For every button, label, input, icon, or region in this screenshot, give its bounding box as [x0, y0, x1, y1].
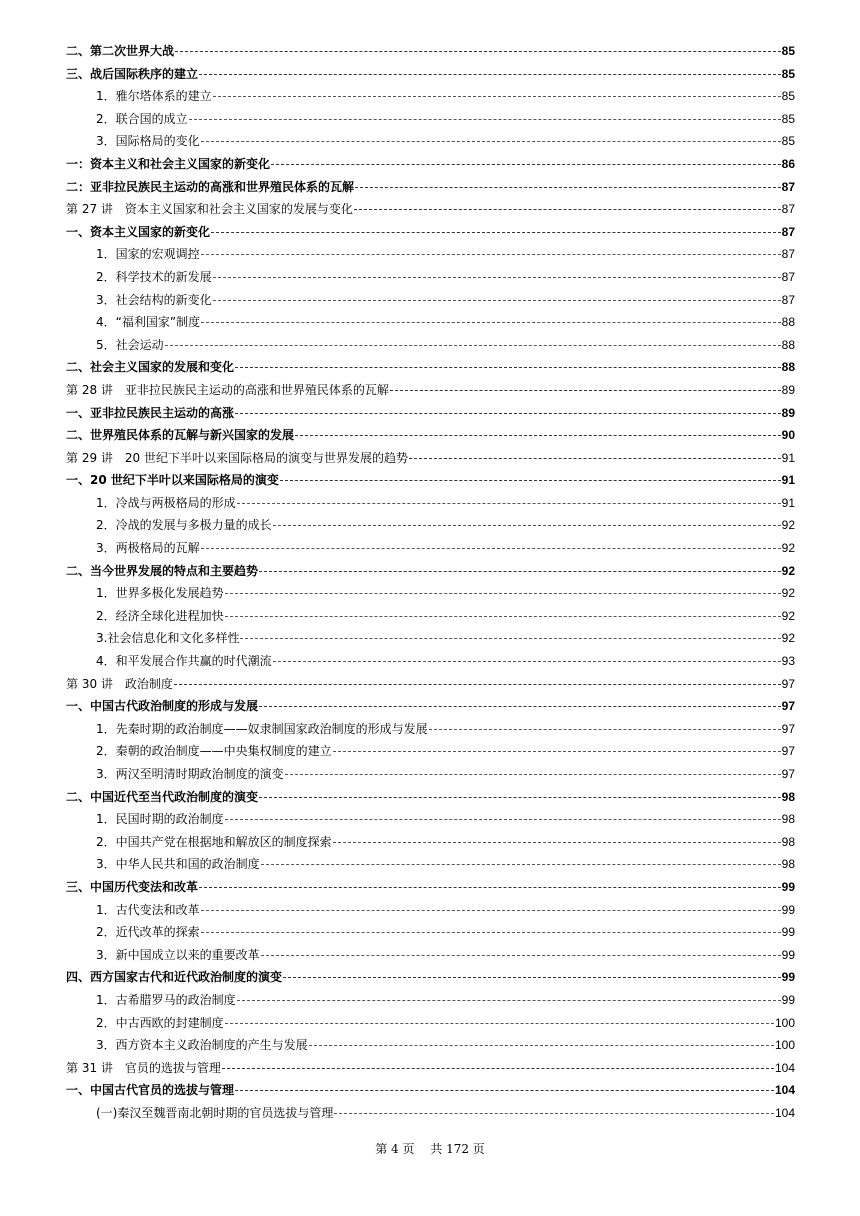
toc-page-number: 91 [781, 495, 795, 510]
dot-leader [334, 1113, 774, 1114]
toc-entry[interactable] [66, 899, 795, 922]
dot-leader [259, 706, 781, 707]
dot-leader [199, 887, 781, 888]
toc-entry-title: 3．西方资本主义政治制度的产生与发展 [96, 1038, 308, 1053]
toc-entry[interactable] [66, 266, 795, 289]
toc-entry-title: 4．和平发展合作共赢的时代潮流 [96, 654, 272, 669]
toc-entry[interactable] [66, 1079, 795, 1102]
toc-entry-title: 一：资本主义和社会主义国家的新变化 [66, 156, 271, 171]
toc-entry[interactable] [66, 560, 795, 583]
dot-leader [201, 141, 781, 142]
toc-entry[interactable] [66, 1012, 795, 1035]
toc-entry-title: 2．秦朝的政治制度——中央集权制度的建立 [96, 744, 332, 759]
toc-page-number: 100 [774, 1038, 795, 1053]
dot-leader [283, 977, 781, 978]
toc-entry[interactable] [66, 40, 795, 63]
toc-entry[interactable] [66, 786, 795, 809]
toc-entry-title: 一、20 世纪下半叶以来国际格局的演变 [66, 473, 279, 488]
toc-page-number: 97 [781, 721, 795, 736]
toc-entry[interactable] [66, 153, 795, 176]
toc-entry-title: 二、世界殖民体系的瓦解与新兴国家的发展 [66, 428, 295, 443]
dot-leader [333, 751, 781, 752]
toc-entry[interactable] [66, 1034, 795, 1057]
toc-entry-title: 2．联合国的成立 [96, 111, 188, 126]
toc-entry[interactable] [66, 402, 795, 425]
toc-page-number: 99 [781, 947, 795, 962]
toc-page-number: 104 [774, 1060, 795, 1075]
toc-entry-title: 1．先秦时期的政治制度——奴隶制国家政治制度的形成与发展 [96, 721, 428, 736]
dot-leader [201, 932, 781, 933]
toc-entry[interactable] [66, 221, 795, 244]
toc-entry[interactable] [66, 650, 795, 673]
toc-entry-title: 一、中国古代官员的选拔与管理 [66, 1083, 235, 1098]
toc-entry-title: 1．国家的宏观调控 [96, 247, 200, 262]
toc-entry-title: 2．近代改革的探索 [96, 925, 200, 940]
toc-entry-title: 1．雅尔塔体系的建立 [96, 89, 212, 104]
toc-entry-title: 三、战后国际秩序的建立 [66, 66, 199, 81]
dot-leader [213, 96, 781, 97]
toc-page-number: 100 [774, 1015, 795, 1030]
toc-entry-title: 2．科学技术的新发展 [96, 269, 212, 284]
dot-leader [355, 187, 781, 188]
dot-leader [225, 593, 781, 594]
dot-leader [201, 322, 781, 323]
dot-leader [259, 797, 781, 798]
dot-leader [213, 277, 781, 278]
toc-entry[interactable] [66, 763, 795, 786]
toc-entry[interactable] [66, 582, 795, 605]
toc-entry[interactable] [66, 85, 795, 108]
toc-entry[interactable] [66, 673, 795, 696]
toc-entry[interactable] [66, 718, 795, 741]
toc-page-number: 104 [774, 1083, 795, 1098]
toc-entry-title: 4．“福利国家”制度 [96, 315, 201, 330]
dot-leader [240, 638, 780, 639]
toc-entry[interactable] [66, 695, 795, 718]
toc-entry[interactable] [66, 831, 795, 854]
toc-page-number: 92 [781, 541, 795, 556]
toc-page-number: 88 [781, 315, 795, 330]
dot-leader [237, 1000, 781, 1001]
toc-page-number: 99 [781, 902, 795, 917]
toc-page-number: 88 [781, 360, 795, 375]
dot-leader [409, 458, 781, 459]
toc-page-number: 87 [781, 202, 795, 217]
toc-entry-title: 1．世界多极化发展趋势 [96, 586, 224, 601]
toc-entry[interactable] [66, 1057, 795, 1080]
toc-entry-title: 二、中国近代至当代政治制度的演变 [66, 789, 259, 804]
dot-leader [189, 119, 781, 120]
toc-page-number: 85 [781, 111, 795, 126]
toc-entry-title: 第 31 讲 官员的选拔与管理 [66, 1060, 221, 1075]
toc-entry[interactable] [66, 469, 795, 492]
dot-leader [235, 1090, 774, 1091]
dot-leader [295, 435, 781, 436]
dot-leader [390, 390, 781, 391]
toc-entry[interactable] [66, 853, 795, 876]
toc-page-number: 97 [781, 767, 795, 781]
dot-leader [225, 1023, 774, 1024]
toc-page-number: 92 [781, 631, 795, 646]
toc-entry[interactable] [66, 108, 795, 131]
page-footer: 第 4 页 共 172 页 [375, 1142, 485, 1156]
toc-entry-title: 三、中国历代变法和改革 [66, 879, 199, 894]
toc-entry[interactable] [66, 537, 795, 560]
toc-entry-title: 5．社会运动 [96, 337, 164, 352]
toc-page-number: 98 [781, 834, 795, 849]
dot-leader [201, 910, 781, 911]
dot-leader [259, 571, 781, 572]
dot-leader [225, 819, 781, 820]
toc-entry[interactable] [66, 356, 795, 379]
toc-page-number: 99 [781, 925, 795, 940]
toc-entry-title: 3．两极格局的瓦解 [96, 541, 200, 556]
toc-page-number: 90 [781, 428, 795, 443]
dot-leader [273, 525, 781, 526]
toc-entry[interactable] [66, 808, 795, 831]
toc-entry-title: 一、中国古代政治制度的形成与发展 [66, 699, 259, 714]
dot-leader [199, 74, 781, 75]
toc-page-number: 87 [781, 179, 795, 194]
dot-leader [237, 503, 781, 504]
toc-entry-title: 四、西方国家古代和近代政治制度的演变 [66, 970, 283, 985]
toc-page-number: 89 [781, 405, 795, 420]
toc-page-number: 92 [781, 518, 795, 533]
toc-page-number: 92 [781, 608, 795, 623]
toc-entry[interactable] [66, 1102, 795, 1125]
toc-entry-title: 二、社会主义国家的发展和变化 [66, 360, 235, 375]
dot-leader [201, 254, 781, 255]
dot-leader [354, 209, 781, 210]
toc-entry[interactable] [66, 627, 795, 650]
toc-entry[interactable] [66, 989, 795, 1012]
toc-page-number: 99 [781, 992, 795, 1007]
toc-entry[interactable] [66, 944, 795, 967]
toc-entry-title: 1．古代变法和改革 [96, 902, 200, 917]
toc-entry-title: 第 30 讲 政治制度 [66, 676, 173, 691]
toc-entry[interactable] [66, 447, 795, 470]
toc-entry[interactable] [66, 492, 795, 515]
dot-leader [280, 480, 781, 481]
dot-leader [271, 164, 781, 165]
dot-leader [175, 51, 781, 52]
dot-leader [165, 345, 781, 346]
dot-leader [213, 300, 781, 301]
dot-leader [211, 232, 781, 233]
toc-page-number: 87 [781, 224, 795, 239]
toc-page-number: 99 [781, 879, 795, 894]
toc-entry-title: 3.社会信息化和文化多样性 [96, 631, 240, 646]
toc-page-number: 85 [781, 134, 795, 149]
dot-leader [235, 367, 781, 368]
toc-page-number: 85 [781, 89, 795, 104]
dot-leader [429, 729, 781, 730]
table-of-contents [66, 40, 795, 1125]
toc-page-number: 92 [781, 586, 795, 601]
toc-entry-title: 3．新中国成立以来的重要改革 [96, 947, 260, 962]
toc-entry-title: 2．中国共产党在根据地和解放区的制度探索 [96, 834, 332, 849]
toc-entry-title: 1．民国时期的政治制度 [96, 812, 224, 827]
toc-entry[interactable] [66, 966, 795, 989]
toc-entry-title: 2．冷战的发展与多极力量的成长 [96, 518, 272, 533]
toc-page-number: 93 [781, 654, 795, 669]
dot-leader [201, 548, 781, 549]
toc-entry-title: 二、第二次世界大战 [66, 44, 175, 58]
toc-entry-title: 二：亚非拉民族民主运动的高涨和世界殖民体系的瓦解 [66, 179, 355, 194]
toc-page-number: 91 [781, 473, 795, 488]
toc-entry[interactable] [66, 176, 795, 199]
dot-leader [261, 955, 781, 956]
toc-entry-title: 一、亚非拉民族民主运动的高涨 [66, 405, 235, 420]
toc-entry-title: 3．两汉至明清时期政治制度的演变 [96, 767, 284, 781]
toc-entry-title: 第 29 讲 20 世纪下半叶以来国际格局的演变与世界发展的趋势 [66, 450, 408, 465]
toc-entry[interactable] [66, 876, 795, 899]
toc-page-number: 89 [781, 382, 795, 397]
dot-leader [285, 774, 781, 775]
toc-page-number: 97 [781, 676, 795, 691]
toc-entry[interactable] [66, 740, 795, 763]
toc-page-number: 98 [781, 812, 795, 827]
toc-page-number: 85 [781, 66, 795, 81]
dot-leader [225, 616, 781, 617]
toc-entry-title: 3．国际格局的变化 [96, 134, 200, 149]
toc-entry[interactable] [66, 63, 795, 86]
toc-page-number: 87 [781, 292, 795, 307]
toc-entry-title: 1．冷战与两极格局的形成 [96, 495, 236, 510]
toc-entry[interactable] [66, 379, 795, 402]
toc-entry-title: 2．经济全球化进程加快 [96, 608, 224, 623]
toc-entry[interactable] [66, 243, 795, 266]
toc-page-number: 87 [781, 247, 795, 262]
toc-page-number: 104 [774, 1105, 795, 1120]
toc-entry[interactable] [66, 424, 795, 447]
toc-entry[interactable] [66, 921, 795, 944]
toc-entry[interactable] [66, 334, 795, 357]
toc-entry[interactable] [66, 514, 795, 537]
toc-entry-title: 第 28 讲 亚非拉民族民主运动的高涨和世界殖民体系的瓦解 [66, 382, 389, 397]
toc-entry-title: 第 27 讲 资本主义国家和社会主义国家的发展与变化 [66, 202, 353, 217]
toc-entry[interactable] [66, 605, 795, 628]
toc-page-number: 99 [781, 970, 795, 985]
toc-entry-title: 二、当今世界发展的特点和主要趋势 [66, 563, 259, 578]
toc-page-number: 85 [781, 44, 795, 58]
dot-leader [273, 661, 781, 662]
dot-leader [333, 842, 781, 843]
toc-entry-title: 3．中华人民共和国的政治制度 [96, 857, 260, 872]
toc-entry-title: 1．古希腊罗马的政治制度 [96, 992, 236, 1007]
toc-entry[interactable] [66, 198, 795, 221]
toc-page-number: 98 [781, 789, 795, 804]
toc-page-number: 98 [781, 857, 795, 872]
toc-page-number: 92 [781, 563, 795, 578]
toc-entry-title: 一、资本主义国家的新变化 [66, 224, 211, 239]
toc-entry[interactable] [66, 130, 795, 153]
toc-entry-title: 3．社会结构的新变化 [96, 292, 212, 307]
toc-page-number: 86 [781, 156, 795, 171]
dot-leader [222, 1068, 774, 1069]
dot-leader [261, 864, 781, 865]
toc-page-number: 97 [781, 744, 795, 759]
toc-page-number: 91 [781, 450, 795, 465]
toc-page-number: 97 [781, 699, 795, 714]
toc-page-number: 87 [781, 269, 795, 284]
toc-entry-title: (一)秦汉至魏晋南北朝时期的官员选拔与管理 [96, 1105, 334, 1120]
dot-leader [235, 413, 781, 414]
dot-leader [309, 1045, 774, 1046]
toc-entry[interactable] [66, 311, 795, 334]
toc-page-number: 88 [781, 337, 795, 352]
dot-leader [174, 684, 781, 685]
toc-entry[interactable] [66, 289, 795, 312]
toc-entry-title: 2．中古西欧的封建制度 [96, 1015, 224, 1030]
